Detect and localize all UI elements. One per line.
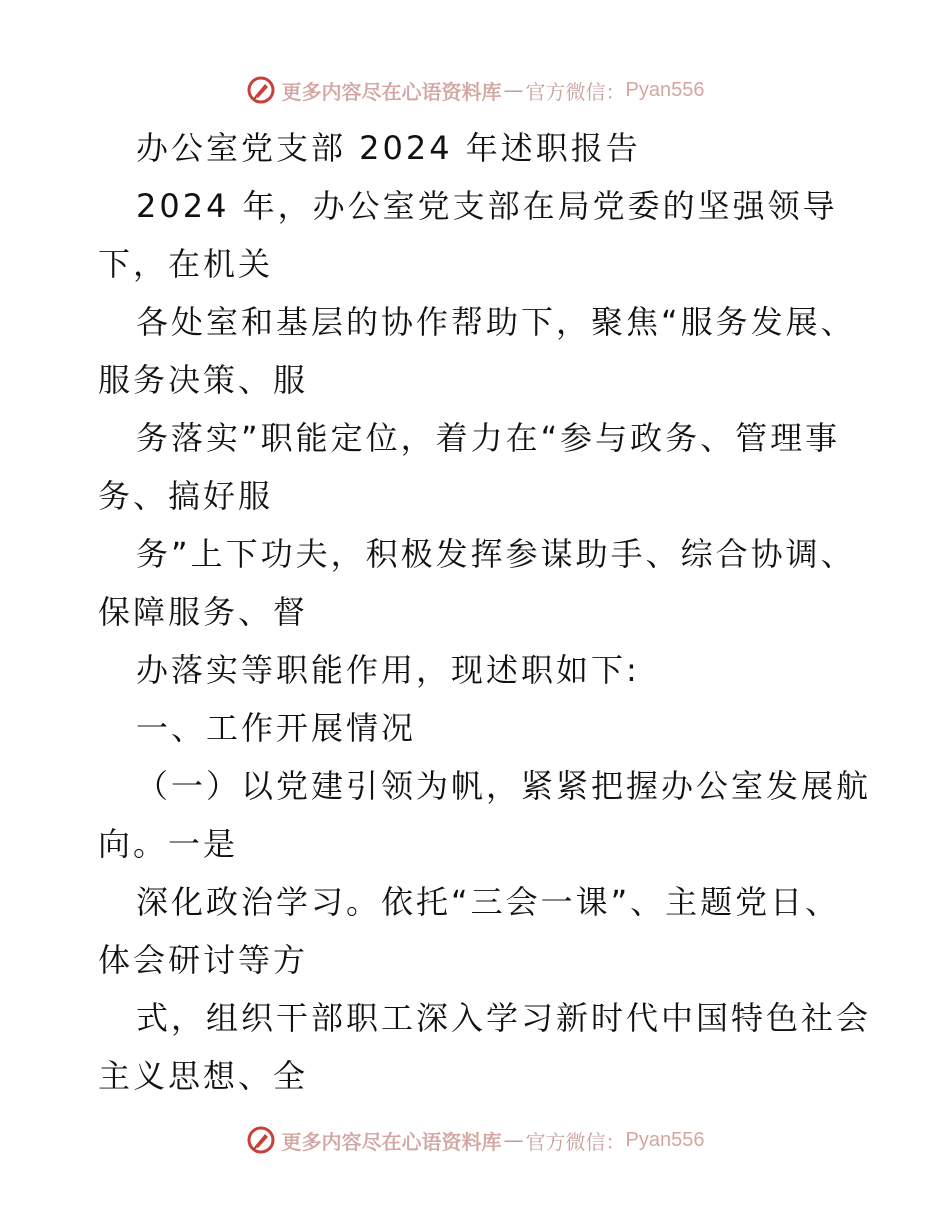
watermark-wechat-label: 官方微信： xyxy=(525,79,626,104)
text-line: 向。一是 xyxy=(98,825,239,863)
pen-logo-icon xyxy=(246,75,276,105)
text-line: 下，在机关 xyxy=(98,245,274,283)
watermark-separator: — xyxy=(503,1128,524,1152)
text-line: 务、搞好服 xyxy=(98,477,274,515)
text-line: 务”上下功夫，积极发挥参谋助手、综合协调、 xyxy=(136,535,856,573)
pen-logo-icon xyxy=(246,1125,276,1155)
watermark-separator: — xyxy=(503,78,524,102)
watermark-text: 更多内容尽在心语资料库 xyxy=(281,1129,502,1154)
header-watermark xyxy=(0,70,950,110)
text-line: 保障服务、督 xyxy=(98,593,309,631)
text-line: 2024 年，办公室党支部在局党委的坚强领导 xyxy=(136,187,838,225)
watermark-wechat-label: 官方微信： xyxy=(525,1129,626,1154)
text-line: 务落实”职能定位，着力在“参与政务、管理事 xyxy=(136,419,841,457)
text-line: 式，组织干部职工深入学习新时代中国特色社会 xyxy=(136,999,872,1037)
document-title: 办公室党支部 2024 年述职报告 xyxy=(136,129,641,167)
text-line: 深化政治学习。依托“三会一课”、主题党日、 xyxy=(136,883,841,921)
text-line: 主义思想、全 xyxy=(98,1057,309,1095)
watermark-wechat-id: Pyan556 xyxy=(625,1128,705,1151)
text-line: 体会研讨等方 xyxy=(98,941,309,979)
text-line: 服务决策、服 xyxy=(98,361,309,399)
watermark-text: 更多内容尽在心语资料库 xyxy=(281,79,502,104)
footer-watermark xyxy=(0,1120,950,1160)
section-heading: 一、工作开展情况 xyxy=(136,709,417,747)
text-line: 办落实等职能作用，现述职如下: xyxy=(136,651,640,689)
text-line: 各处室和基层的协作帮助下，聚焦“服务发展、 xyxy=(136,303,856,341)
watermark-wechat-id: Pyan556 xyxy=(625,78,705,101)
subsection-heading: （一）以党建引领为帆，紧紧把握办公室发展航 xyxy=(136,767,872,805)
